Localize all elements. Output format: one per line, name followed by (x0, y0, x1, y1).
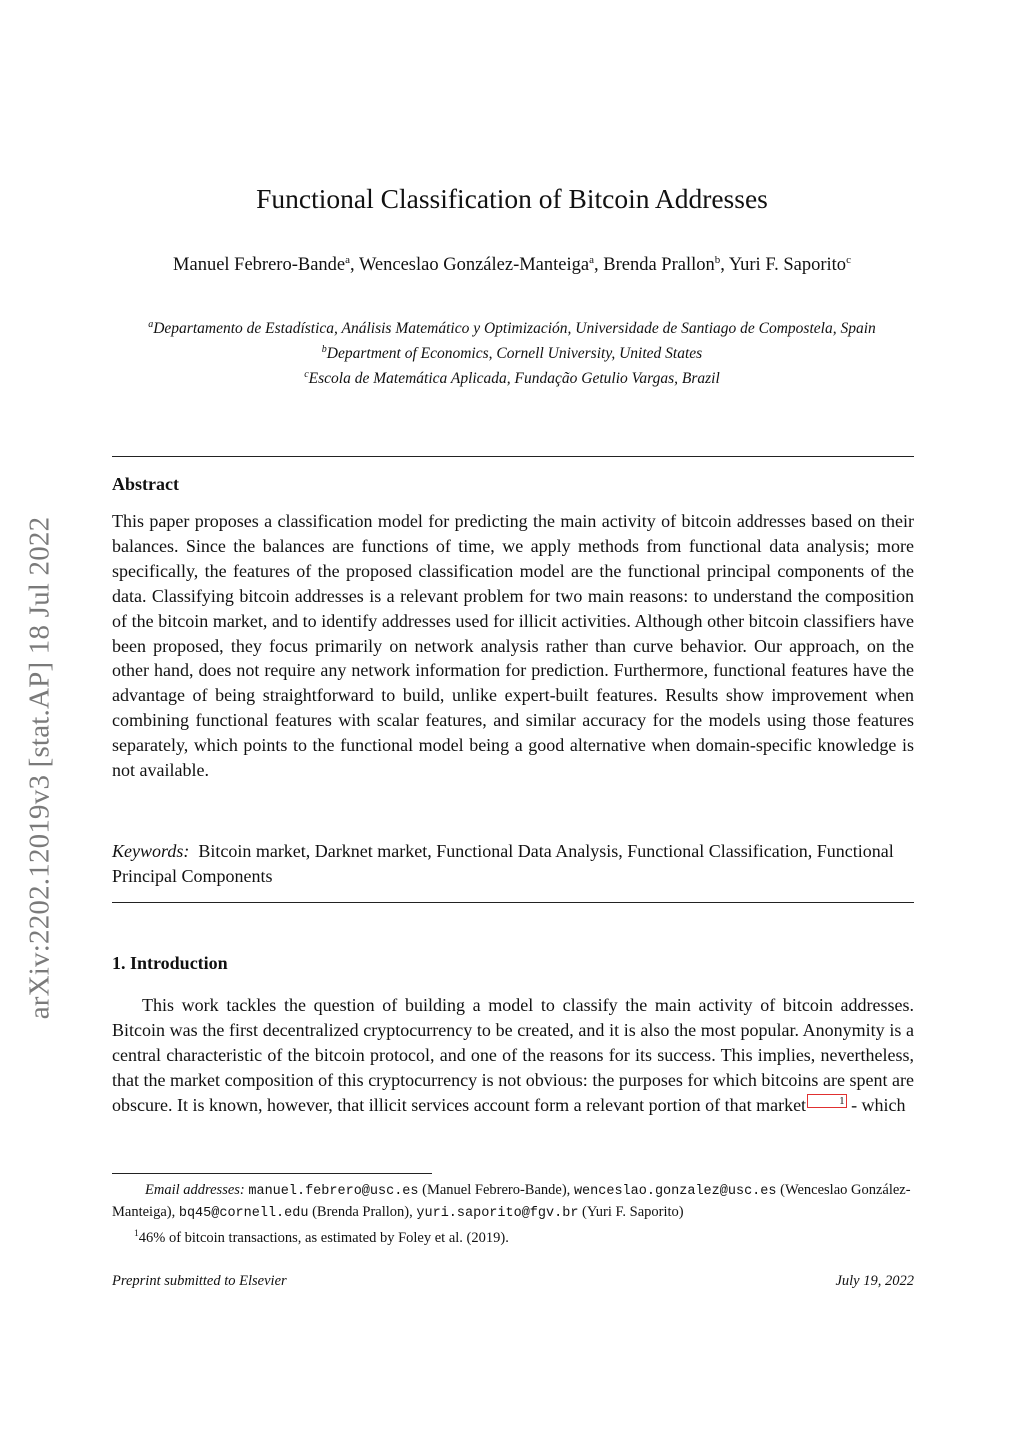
footnote-link[interactable]: 1 (807, 1094, 847, 1108)
author-affil-mark: a (589, 254, 594, 266)
author-name: Brenda Prallon (603, 255, 715, 276)
email-owner: (Yuri F. Saporito) (582, 1204, 684, 1220)
abstract-heading: Abstract (112, 474, 179, 494)
author-affil-mark: c (846, 254, 851, 266)
footnote-1 (112, 1224, 914, 1248)
affiliation-list (112, 314, 912, 389)
keywords-text: Bitcoin market, Darknet market, Functional Data Analysis, Functional Classification, Functional Principal Components (112, 841, 894, 886)
affiliation (112, 339, 912, 364)
footnote-mark: 1 (134, 1229, 139, 1239)
abstract-bottom-rule (112, 902, 914, 903)
keywords (112, 839, 914, 889)
affiliation-text: Escola de Matemática Aplicada, Fundação Getulio Vargas, Brazil (308, 370, 720, 388)
footnote-text: 46% of bitcoin transactions, as estimated by Foley et al. (2019). (138, 1229, 509, 1246)
introduction-paragraph (112, 993, 914, 1118)
author-name: Wenceslao González-Manteiga (358, 255, 590, 276)
author-affil-mark: a (345, 254, 351, 266)
affiliation-text: Department of Economics, Cornell University, United States (326, 345, 703, 363)
abstract-top-rule (112, 456, 914, 457)
email-address[interactable]: manuel.febrero@usc.es (248, 1184, 419, 1199)
author-affil-mark: b (714, 254, 721, 266)
email-owner: (Wenceslao González-Manteiga), (112, 1182, 911, 1220)
author-list: Manuel Febrero-Bande$^a$, Wenceslao González-Manteiga$^a$, Brenda Prallon$^b$, Yuri F. Saporito$^c$ (173, 254, 851, 276)
author-name: Manuel Febrero-Bande (173, 255, 346, 276)
email-footnote (112, 1180, 914, 1224)
paper-title: Functional Classification of Bitcoin Addresses (256, 183, 768, 214)
section-heading-introduction: 1. Introduction (112, 953, 228, 973)
footnotes (112, 1180, 914, 1248)
email-owner: (Manuel Febrero-Bande), (422, 1182, 571, 1198)
email-label: Email addresses: (145, 1182, 245, 1198)
keywords-label: Keywords: (112, 841, 190, 861)
preprint-note: Preprint submitted to Elsevier (112, 1273, 287, 1289)
author-name: Yuri F. Saporito (728, 255, 847, 276)
arxiv-identifier[interactable]: arXiv:2202.12019v3 [stat.AP] 18 Jul 2022 (23, 516, 56, 1020)
email-address[interactable]: wenceslao.gonzalez@usc.es (573, 1184, 777, 1199)
affiliation-mark: b (321, 344, 327, 356)
introduction-text: This work tackles the question of building a model to classify the main activity of bitcoin addresses. Bitcoin was the first decentralized cryptocurrency to be created, and it is also the most popular. Anonymity is a central characteristic of the bitcoin protocol, and one of the reasons for its success. This implies, nevertheless, that the market composition of this cryptocurrency is not obvious: the purposes for which bitcoins are spent are obscure. It is known, however, that illicit services account form a relevant portion of that market (112, 995, 914, 1115)
affiliation-text: Departamento de Estadística, Análisis Matemático y Optimización, Universidade de Santiago de Compostela, Spain (153, 320, 876, 338)
affiliation (112, 364, 912, 389)
introduction-text-tail: - which (846, 1094, 906, 1115)
affiliation (112, 314, 912, 339)
email-address[interactable]: yuri.saporito@fgv.br (416, 1206, 579, 1221)
footnote-rule (112, 1173, 432, 1174)
preprint-date: July 19, 2022 (835, 1273, 914, 1289)
affiliation-mark: c (304, 369, 309, 381)
email-owner: (Brenda Prallon), (312, 1204, 413, 1220)
abstract-text: This paper proposes a classification model for predicting the main activity of bitcoin addresses based on their balances. Since the balances are functions of time, we apply methods from functional data analysis; more specifically, the features of the proposed classification model are the functional principal components of the data. Classifying bitcoin addresses is a relevant problem for two main reasons: to understand the composition of the bitcoin market, and to identify addresses used for illicit activities. Although other bitcoin classifiers have been proposed, they focus primarily on network analysis rather than curve behavior. Our approach, on the other hand, does not require any network information for prediction. Furthermore, functional features have the advantage of being straightforward to build, unlike expert-built features. Results show improvement when combining functional features with scalar features, and similar accuracy for the models using those features separately, which points to the functional model being a good alternative when domain-specific knowledge is not available. (112, 511, 914, 781)
affiliation-mark: a (148, 319, 154, 330)
email-address[interactable]: bq45@cornell.edu (178, 1206, 309, 1221)
